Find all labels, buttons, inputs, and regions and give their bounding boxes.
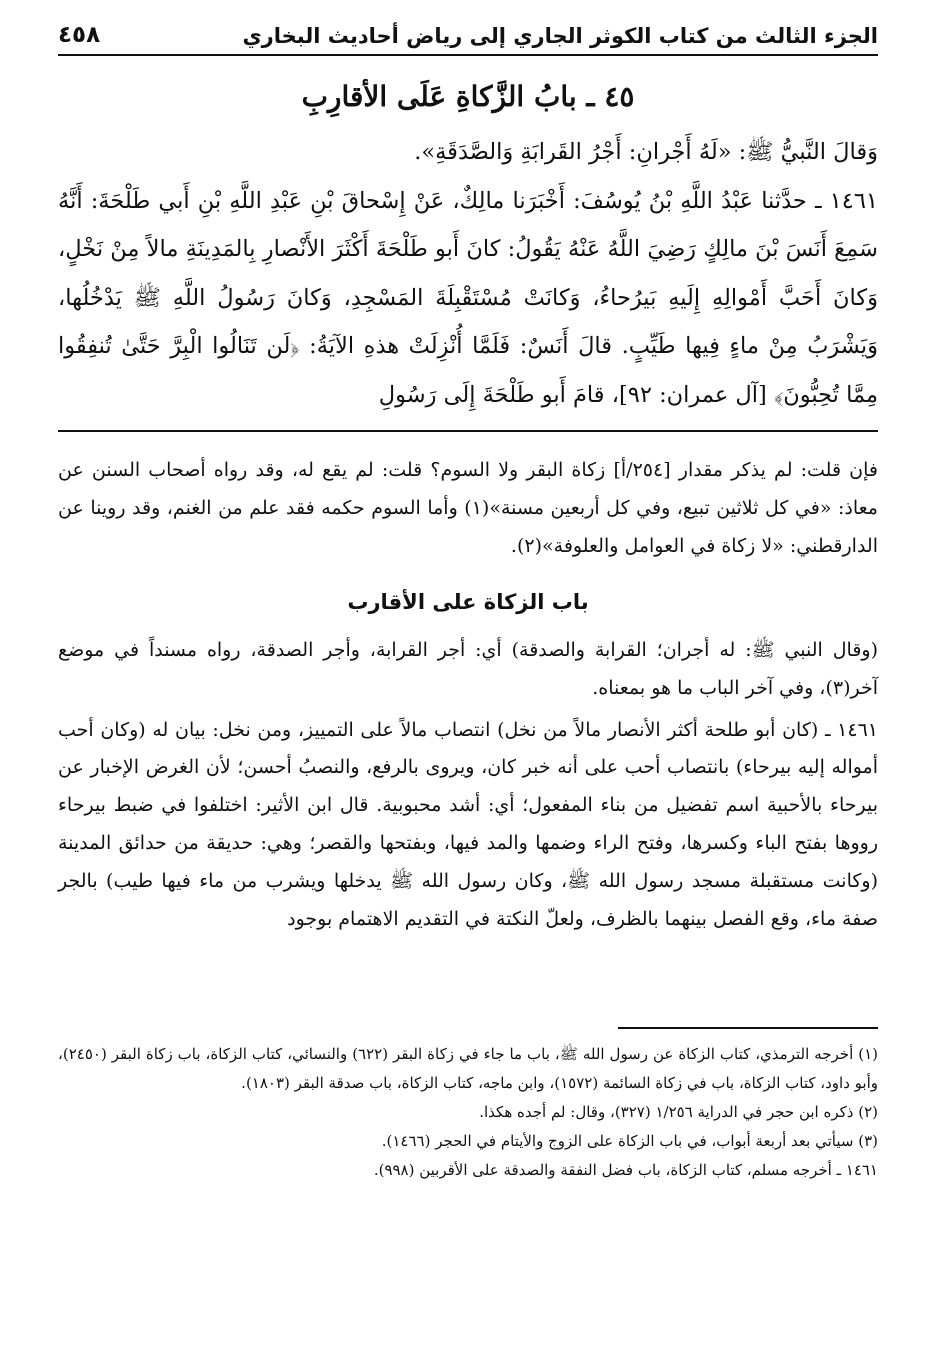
main-text-divider — [58, 430, 878, 432]
footnote-1: (١) أخرجه الترمذي، كتاب الزكاة عن رسول الله ﷺ، باب ما جاء في زكاة البقر (٦٢٢) والنسائي، كتاب الزكاة، باب زكاة البقر (٢٤٥٠)، وأبو داود، كتاب الزكاة، باب في زكاة السائمة (١٥٧٢)، وابن ماجه، كتاب الزكاة، باب صدقة البقر (١٨٠٣). — [58, 1045, 878, 1092]
hadith-section — [58, 128, 878, 420]
hadith-intro: وَقالَ النَّبيُّ ﷺ: «لَهُ أَجْرانِ: أَجْرُ القَرابَةِ وَالصَّدَقَةِ». — [414, 139, 878, 165]
commentary-body — [58, 632, 878, 938]
commentary-paragraph: (وقال النبي ﷺ: له أجران؛ القرابة والصدقة) أي: أجر القرابة، وأجر الصدقة، رواه مسنداً في موضع آخر(٣)، وفي آخر الباب ما هو بمعناه. — [58, 639, 878, 699]
commentary-paragraph: ١٤٦١ ـ (كان أبو طلحة أكثر الأنصار مالاً من نخل) انتصاب مالاً على التمييز، ومن نخل: بيان له (وكان أحب أمواله إليه بيرحاء) بانتصاب أحب على أنه خبر كان، ويروى بالرفع، والنصبُ أحسن؛ لأن الغرض الإخبار عن بيرحاء بالأحبية اسم تفضيل من بناء المفعول؛ أي: أشد محبوبية. قال ابن الأثير: اختلفوا في ضبط بيرحاء رووها بفتح الباء وكسرها، وفتح الراء وضمها والمد فيها، وبفتحها والقصر؛ وهي: حديقة من حدائق المدينة (وكانت مستقبلة مسجد رسول الله ﷺ، وكان رسول الله ﷺ يدخلها ويشرب من ماء فيها طيب) بالجر صفة ماء، وقع الفصل بينهما بالظرف، ولعلّ النكتة في التقديم الاهتمام بوجود — [58, 718, 878, 930]
running-title: الجزء الثالث من كتاب الكوثر الجاري إلى رياض أحاديث البخاري — [242, 24, 878, 48]
commentary-section-title: باب الزكاة على الأقارب — [347, 590, 589, 614]
page-header — [58, 14, 878, 56]
commentary-prev-paragraph: فإن قلت: لم يذكر مقدار [٢٥٤/أ] زكاة البقر ولا السوم؟ قلت: لم يقع له، وقد رواه أصحاب السنن عن معاذ: «في كل ثلاثين تبيع، وفي كل أربعين مسنة»(١) وأما السوم حكمه فقد علم من الغنم، وقد روينا عن الدارقطني: «لا زكاة في العوامل والعلوفة»(٢). — [58, 459, 879, 557]
footnote-3: (٣) سيأتي بعد أربعة أبواب، في باب الزكاة على الزوج والأيتام في الحجر (١٤٦٦). — [381, 1132, 878, 1150]
footnote-4: ١٤٦١ ـ أخرجه مسلم، كتاب الزكاة، باب فضل النفقة والصدقة على الأقربين (٩٩٨). — [373, 1161, 878, 1179]
footnote-divider — [618, 1027, 878, 1029]
page-number: ٤٥٨ — [58, 22, 101, 48]
hadith-text: ١٤٦١ ـ حدَّثنا عَبْدُ اللَّهِ بْنُ يُوسُفَ: أَخْبَرَنا مالِكٌ، عَنْ إِسْحاقَ بْنِ عَبْدِ اللَّهِ بْنِ أَبي طَلْحَةَ: أَنَّهُ سَمِعَ أَنَسَ بْنَ مالِكٍ رَضِيَ اللَّهُ عَنْهُ يَقُولُ: كانَ أَبو طَلْحَةَ أَكْثَرَ الأَنْصارِ بِالمَدِينَةِ مالاً مِنْ نَخْلٍ، وَكانَ أَحَبَّ أَمْوالِهِ إِلَيهِ بَيرُحاءُ، وَكانَتْ مُسْتَقْبِلَةَ المَسْجِدِ، وَكانَ رَسُولُ اللَّهِ ﷺ يَدْخُلُها، وَيَشْرَبُ مِنْ ماءٍ فِيها طَيِّبٍ. قالَ أَنَسٌ: فَلَمَّا أُنْزِلَتْ هذهِ الآيَةُ: ﴿لَن تَنَالُوا الْبِرَّ حَتَّىٰ تُنفِقُوا مِمَّا تُحِبُّونَ﴾ [آل عمران: ٩٢]، قامَ أَبو طَلْحَةَ إِلَى رَسُولِ — [58, 187, 878, 408]
footnote-2: (٢) ذكره ابن حجر في الدراية ١/٢٥٦ (٣٢٧)، وقال: لم أجده هكذا. — [479, 1103, 878, 1121]
footnotes — [58, 1040, 878, 1185]
chapter-title: ٤٥ ـ بابُ الزَّكاةِ عَلَى الأقارِبِ — [301, 80, 635, 113]
